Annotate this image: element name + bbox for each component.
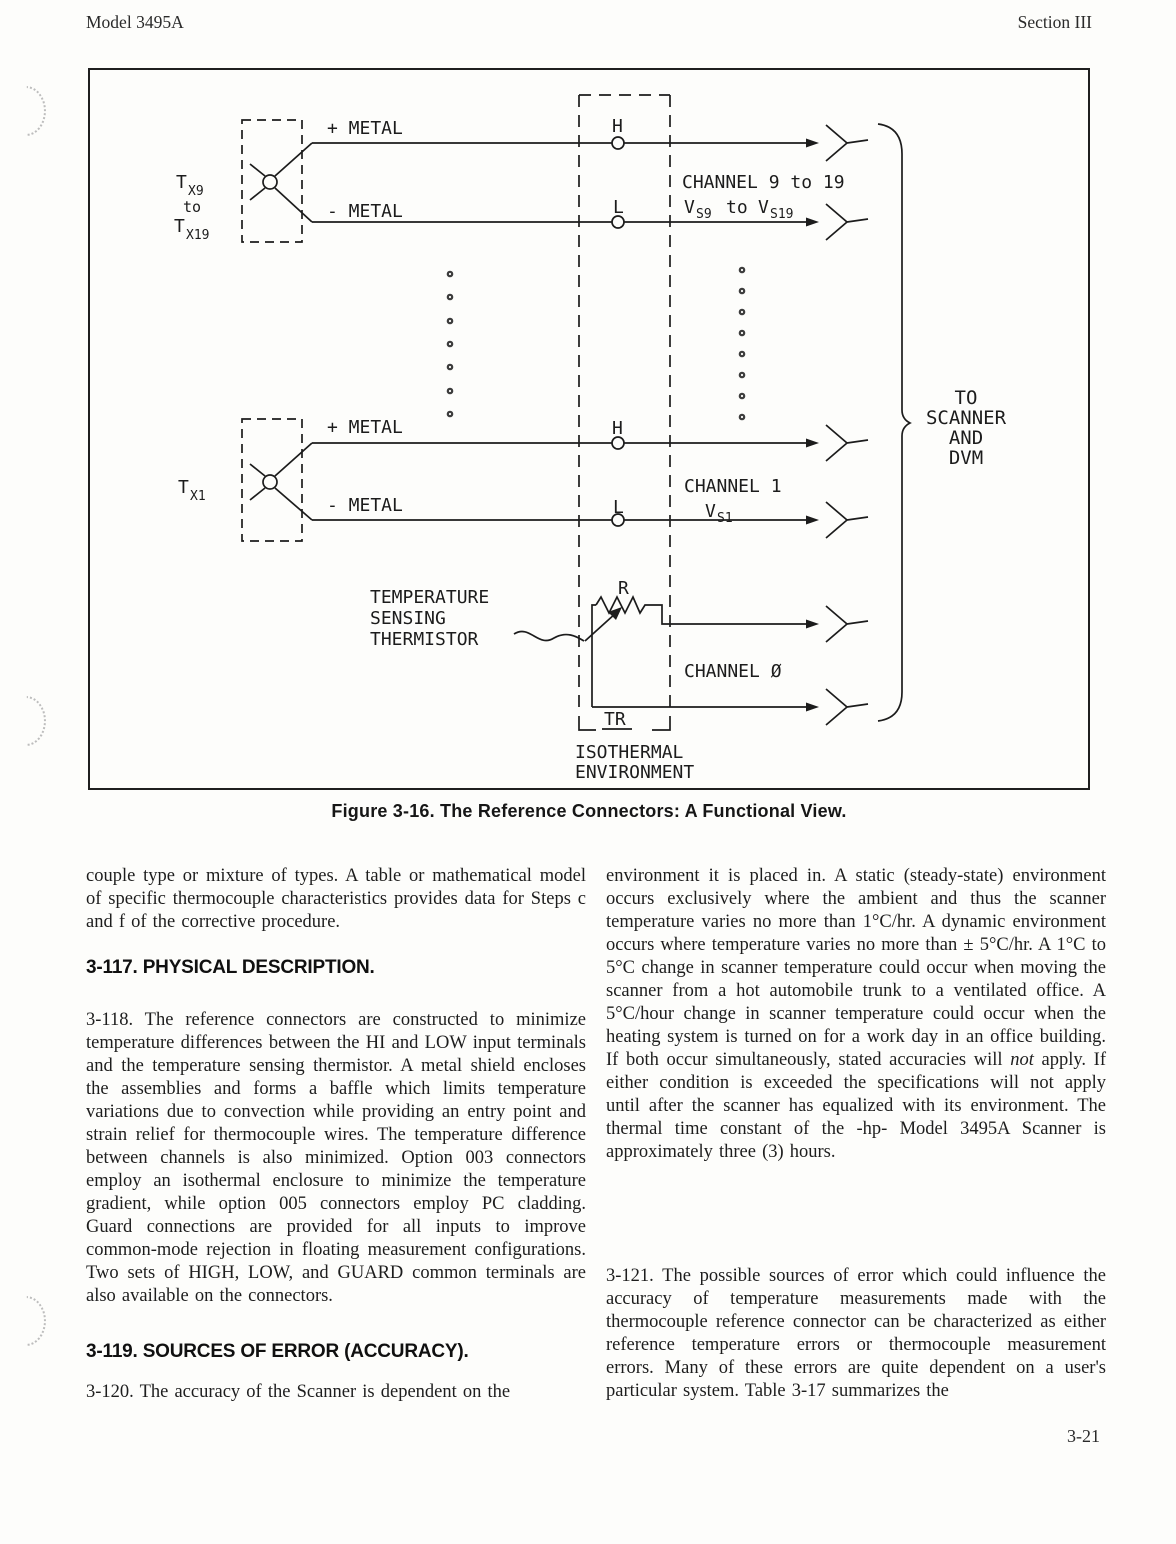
- header-model: Model 3495A: [86, 12, 184, 32]
- paragraph-environment-b: apply. If either condition is exceeded the specifications will not apply until after the scanner has equalized with its environment. The thermal time constant of the -hp- Model 3495A Scanner is approximately three (3) hours.: [606, 1049, 1106, 1162]
- thermistor-leader-line: [514, 632, 584, 641]
- paragraph-environment-a: environment it is placed in. A static (steady-state) environment occurs exclusively where the ambient and thus the scanner temperature varies no more than 1°C/hr. A dynamic environment occurs where temperature varies no more than ± 5°C/hr. A 1°C to 5°C change in scanner temperature could occur when moving the scanner from a hot automobile trunk to a ventilated office. A 5°C/hour change in scanner temperature could occur when the heating system is turned on for a work day in an office building. If both occur simultaneously, stated accuracies will: [606, 865, 1106, 1070]
- heading-3-119: 3-119. SOURCES OF ERROR (ACCURACY).: [86, 1341, 469, 1362]
- paragraph-environment-not: not: [1010, 1049, 1034, 1070]
- svg-text:X1: X1: [190, 489, 206, 504]
- scan-artifact-arc: [6, 1296, 46, 1346]
- svg-text:T: T: [176, 172, 187, 193]
- label-channel-zero: CHANNEL Ø: [684, 661, 782, 682]
- figure-caption: Figure 3-16. The Reference Connectors: A Functional View.: [331, 801, 847, 821]
- label-thermistor: [370, 587, 489, 650]
- label-channel-top: [682, 172, 845, 222]
- reference-connectors-diagram: [90, 70, 1088, 788]
- thermistor-circuit: [514, 597, 819, 707]
- svg-text:to: to: [183, 198, 202, 216]
- label-h-top: H: [612, 116, 623, 137]
- svg-text:ENVIRONMENT: ENVIRONMENT: [575, 762, 695, 783]
- wire-h-mid: [312, 437, 819, 449]
- svg-text:CHANNEL 1: CHANNEL 1: [684, 476, 782, 497]
- header-section: Section III: [1017, 12, 1092, 32]
- label-l-top: L: [613, 197, 624, 218]
- svg-text:CHANNEL 9 to 19: CHANNEL 9 to 19: [682, 172, 845, 193]
- svg-text:V: V: [758, 197, 769, 218]
- svg-text:to: to: [726, 197, 748, 218]
- paragraph-continuation: couple type or mixture of types. A table or mathematical model of specific thermocouple characteristics provides data for Steps c and f of the corrective procedure.: [86, 865, 586, 932]
- label-r: R: [618, 578, 629, 599]
- paragraph-3-120: 3-120. The accuracy of the Scanner is dependent on the: [86, 1381, 511, 1402]
- svg-text:TEMPERATURE: TEMPERATURE: [370, 587, 490, 608]
- paragraph-3-121: 3-121. The possible sources of error which could influence the accuracy of temperature measurements made with the thermocouple reference connector can be characterized as either reference temperature errors or thermocouple measurement errors. Many of these errors are quite dependent on a user's particular system. Table 3-17 summarizes the: [606, 1265, 1106, 1401]
- svg-text:DVM: DVM: [948, 447, 984, 469]
- heading-3-117: 3-117. PHYSICAL DESCRIPTION.: [86, 957, 375, 978]
- svg-text:SCANNER: SCANNER: [925, 407, 1007, 429]
- svg-text:S9: S9: [696, 207, 712, 222]
- label-tr: TR: [604, 709, 626, 730]
- paragraph-3-118: 3-118. The reference connectors are constructed to minimize temperature differences between the HI and LOW input terminals and the temperature sensing thermistor. A metal shield encloses the assemblies and forms a baffle which limits temperature variations due to convection while providing an entry point and strain relief for thermocouple wires. The temperature difference between channels is also minimized. Option 003 connectors employ an isothermal enclosure to minimize the temperature gradient, while option 005 connectors employ PC cladding. Guard connections are provided for all inputs to improve common-mode rejection in floating measurement configurations. Two sets of HIGH, LOW, and GUARD common terminals are also available on the connectors.: [86, 1009, 586, 1306]
- label-plus-metal-mid: + METAL: [327, 417, 403, 438]
- scan-artifact-arc: [6, 86, 46, 136]
- svg-text:X9: X9: [188, 184, 204, 199]
- label-minus-metal-top: - METAL: [327, 201, 403, 222]
- svg-text:T: T: [178, 477, 189, 498]
- svg-text:TO: TO: [954, 387, 978, 409]
- svg-text:T: T: [174, 216, 185, 237]
- wire-tr: [592, 703, 819, 712]
- label-tc-range: [174, 172, 209, 243]
- label-h-mid: H: [612, 418, 623, 439]
- connector-chevrons: [826, 125, 868, 725]
- svg-text:ISOTHERMAL: ISOTHERMAL: [575, 742, 684, 763]
- svg-text:THERMISTOR: THERMISTOR: [370, 629, 479, 650]
- svg-text:AND: AND: [948, 427, 984, 449]
- paragraph-environment: [606, 865, 1106, 1164]
- label-to-scanner: [926, 387, 1007, 469]
- output-brace: [878, 124, 910, 721]
- svg-text:X19: X19: [186, 228, 210, 243]
- label-plus-metal-top: + METAL: [327, 118, 403, 139]
- label-channel-mid: [684, 476, 782, 526]
- page-number: 3-21: [1067, 1426, 1100, 1446]
- svg-text:S19: S19: [770, 207, 794, 222]
- svg-text:S1: S1: [717, 511, 733, 526]
- label-minus-metal-mid: - METAL: [327, 495, 403, 516]
- scan-artifact-arc: [6, 696, 46, 746]
- figure-3-16-frame: [88, 68, 1090, 790]
- label-tc-one: [178, 477, 206, 504]
- svg-text:V: V: [684, 197, 695, 218]
- svg-text:SENSING: SENSING: [370, 608, 446, 629]
- label-isothermal: [575, 742, 694, 783]
- ellipsis-dots-left: [447, 271, 454, 418]
- ellipsis-dots-right: [739, 267, 746, 421]
- label-l-mid: L: [613, 497, 624, 518]
- svg-text:V: V: [705, 501, 716, 522]
